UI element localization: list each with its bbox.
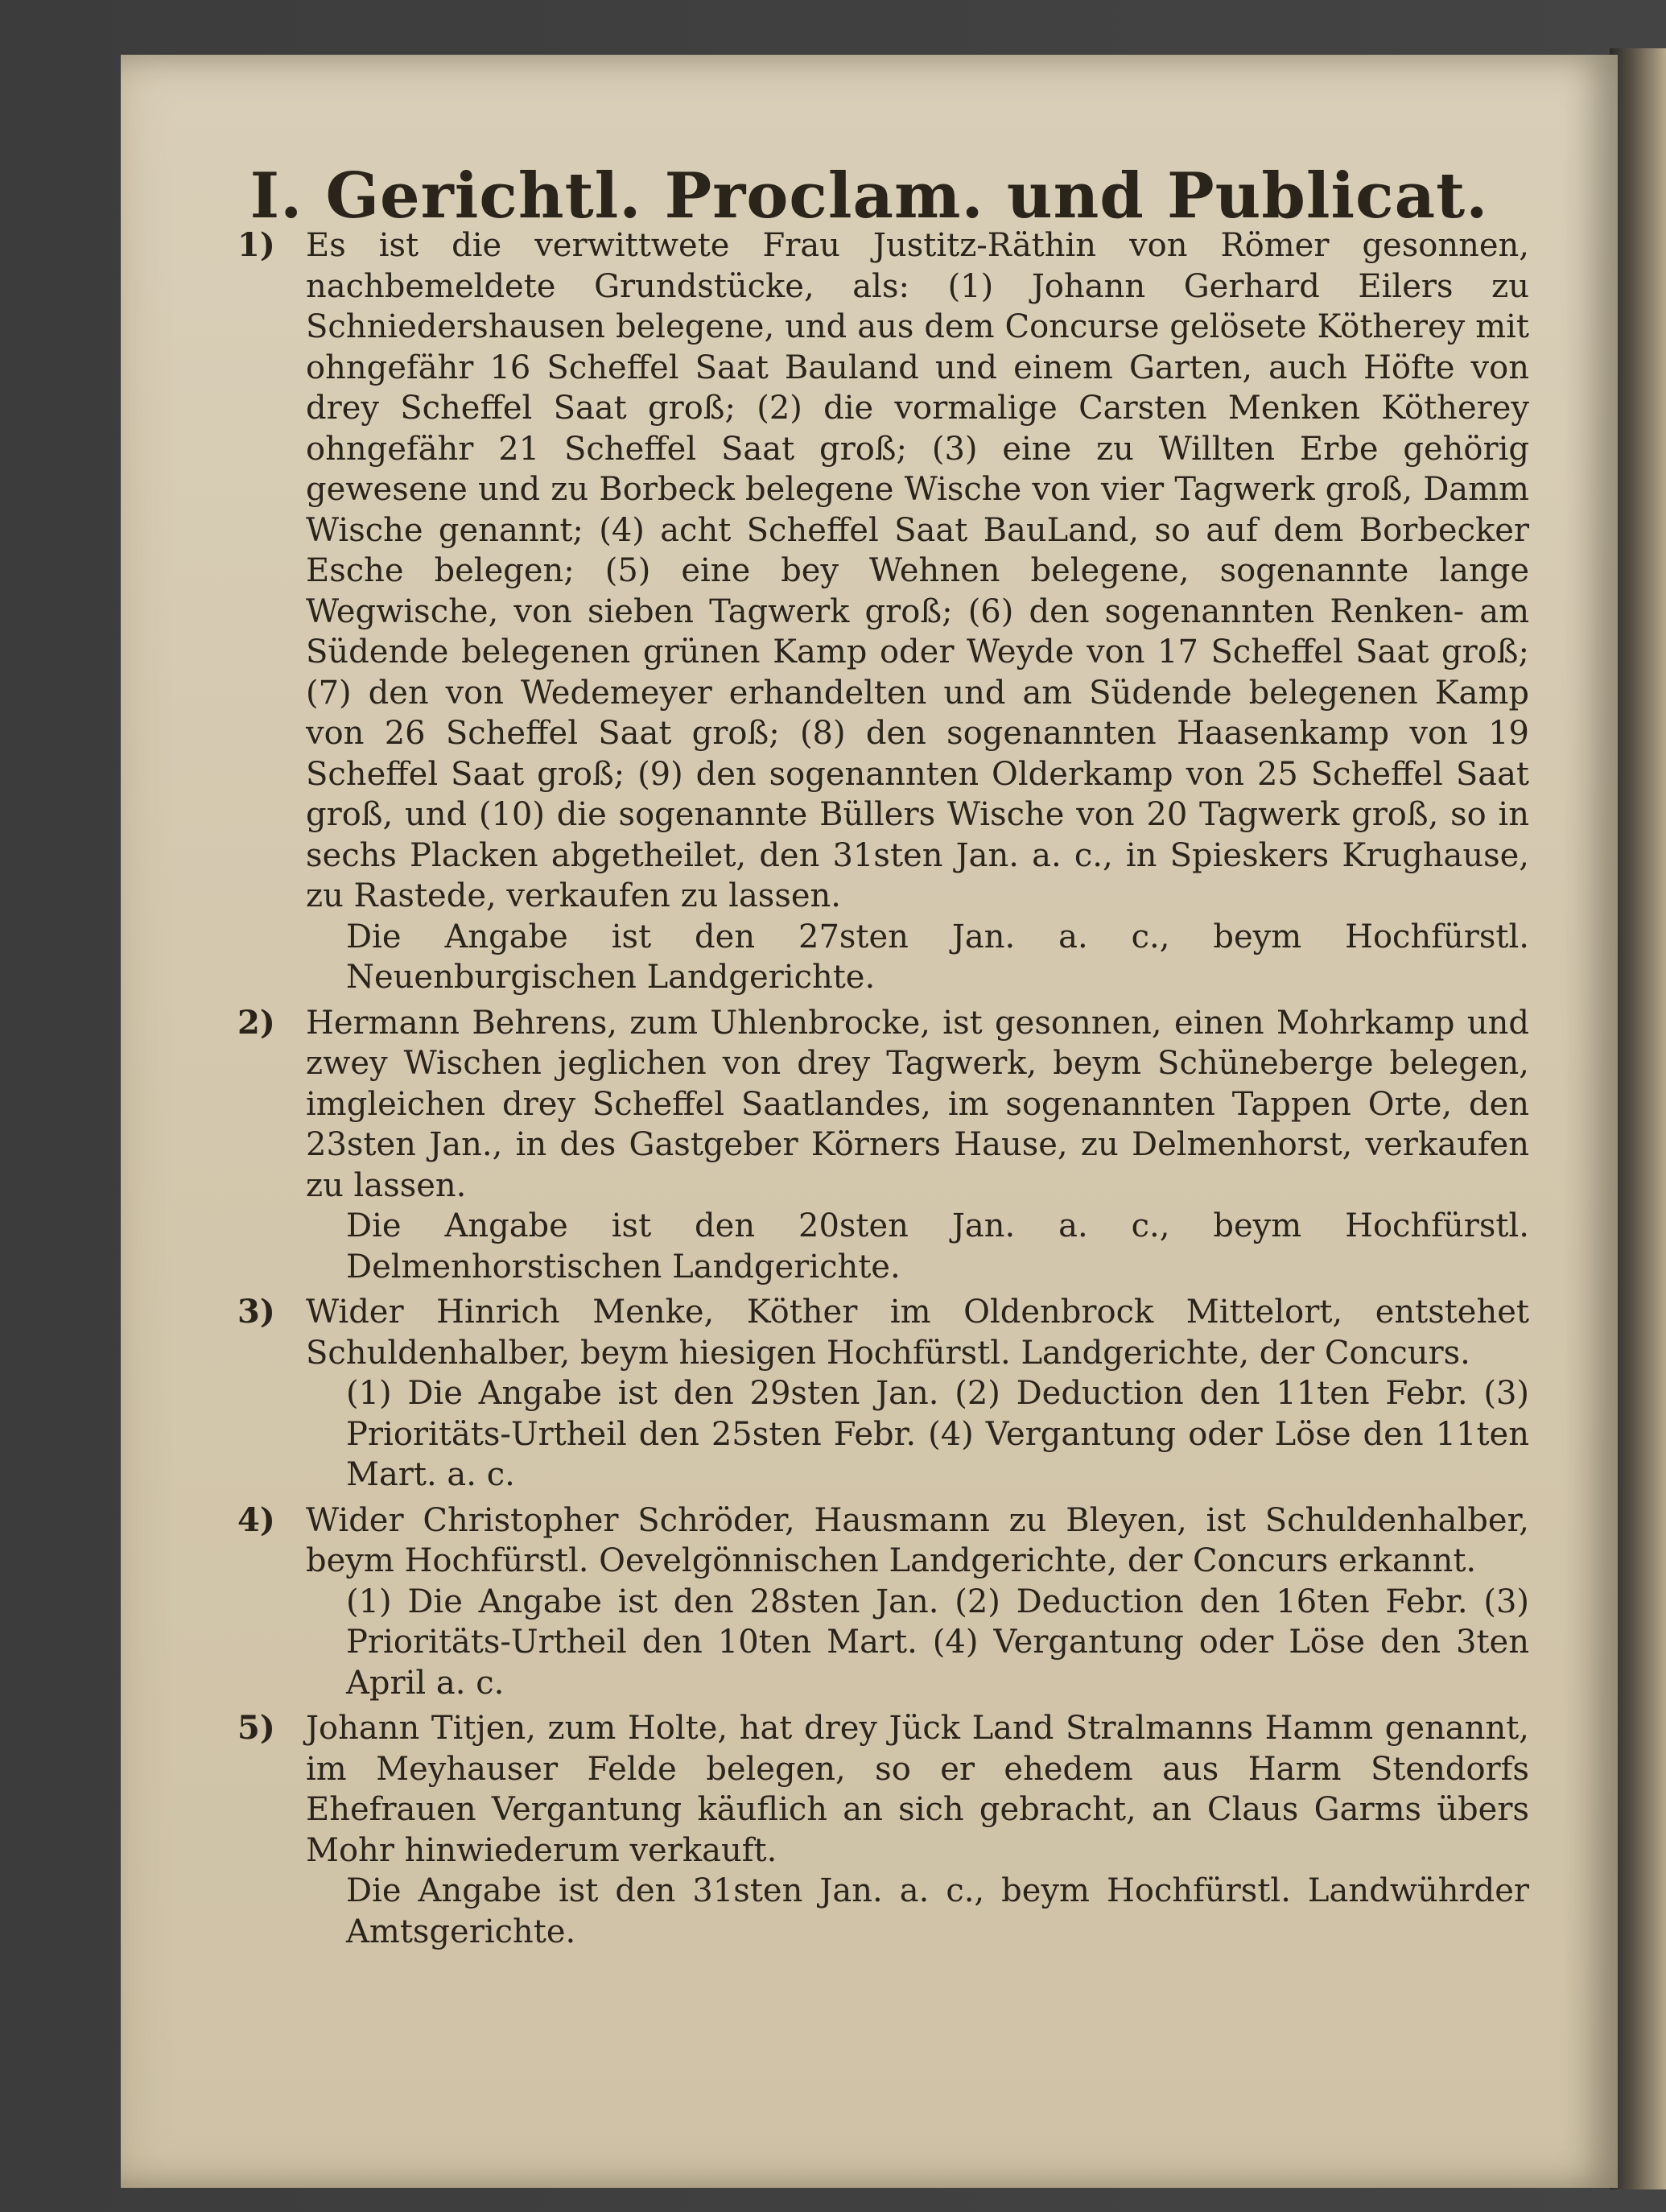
entry-text: Es ist die verwittwete Frau Justitz-Räthin von Römer gesonnen, nachbemeldete Grundstücke, als: (1) Johann Gerhard Eilers zu Schniedershausen belegene, und aus dem Concurse gelösete Kötherey mit ohngefähr 16 Scheffel Saat Bauland und einem Garten, auch Höfte von drey Scheffel Saat groß; (2) die vormalige Carsten Menken Kötherey ohngefähr 21 Scheffel Saat groß; (3) eine zu Willten Erbe gehörig gewesene und zu Borbeck belegene Wische von vier Tagwerk groß, Damm Wische genannt; (4) acht Scheffel Saat BauLand, so auf dem Borbecker Esche belegen; (5) eine bey Wehnen belegene, sogenannte lange Wegwische, von sieben Tagwerk groß; (6) den sogenannten Renken- am Südende belegenen grünen Kamp oder Weyde von 17 Scheffel Saat groß; (7) den von Wedemeyer erhandelten und am Südende belegenen Kamp von 26 Scheffel Saat groß; (8) den sogenannten Haasenkamp von 19 Scheffel Saat groß; (9) den sogenannten Olderkamp von 25 Scheffel Saat groß, und (10) die sogenannte Büllers Wische von 20 Tagwerk groß, so in sechs Placken abgetheilet, den 31sten Jan. a. c., in Spieskers Krughause, zu Rastede, verkaufen zu lassen. — [306, 227, 1529, 914]
page-heading: I. Gerichtl. Proclam. und Publicat. — [249, 159, 1489, 233]
entry-note: Die Angabe ist den 27sten Jan. a. c., beym Hochfürstl. Neuenburgischen Landgerichte. — [346, 918, 1529, 996]
entry-number: 5) — [237, 1709, 275, 1747]
entry-1 — [237, 225, 1529, 998]
entry-number: 1) — [237, 226, 275, 264]
entry-number: 3) — [237, 1293, 275, 1331]
entry-number: 2) — [237, 1003, 275, 1042]
entry-2 — [237, 1003, 1529, 1288]
entry-note: (1) Die Angabe ist den 29sten Jan. (2) Deduction den 11ten Febr. (3) Prioritäts-Urtheil den 25sten Febr. (4) Vergantung oder Löse den 11ten Mart. a. c. — [346, 1375, 1529, 1493]
entry-text: Wider Hinrich Menke, Köther im Oldenbrock Mittelort, entstehet Schuldenhalber, beym hiesigen Hochfürstl. Landgerichte, der Concurs. — [306, 1294, 1529, 1372]
entry-number: 4) — [237, 1500, 275, 1539]
entry-note: Die Angabe ist den 31sten Jan. a. c., beym Hochfürstl. Landwührder Amtsgerichte. — [346, 1872, 1529, 1950]
entry-text: Johann Titjen, zum Holte, hat drey Jück Land Stralmanns Hamm genannt, im Meyhauser Felde belegen, so er ehedem aus Harm Stendorfs Ehefrauen Vergantung käuflich an sich gebracht, an Claus Garms übers Mohr hinwiederum verkauft. — [306, 1710, 1529, 1869]
entry-note: (1) Die Angabe ist den 28sten Jan. (2) Deduction den 16ten Febr. (3) Prioritäts-Urtheil den 10ten Mart. (4) Vergantung oder Löse den 3ten April a. c. — [346, 1583, 1529, 1702]
document-body — [237, 225, 1529, 1957]
entry-text: Hermann Behrens, zum Uhlenbrocke, ist gesonnen, einen Mohrkamp und zwey Wischen jeglichen von drey Tagwerk, beym Schüneberge belegen, imgleichen drey Scheffel Saatlandes, im sogenannten Tappen Orte, den 23sten Jan., in des Gastgeber Körners Hause, zu Delmenhorst, verkaufen zu lassen. — [306, 1004, 1529, 1204]
entry-4 — [237, 1500, 1529, 1704]
entry-note: Die Angabe ist den 20sten Jan. a. c., beym Hochfürstl. Delmenhorstischen Landgerichte. — [346, 1207, 1529, 1286]
entry-text: Wider Christopher Schröder, Hausmann zu Bleyen, ist Schuldenhalber, beym Hochfürstl. Oevelgönnischen Landgerichte, der Concurs erkannt. — [306, 1501, 1529, 1579]
book-gutter — [1610, 48, 1666, 2189]
entry-3 — [237, 1292, 1529, 1496]
entry-5 — [237, 1708, 1529, 1952]
